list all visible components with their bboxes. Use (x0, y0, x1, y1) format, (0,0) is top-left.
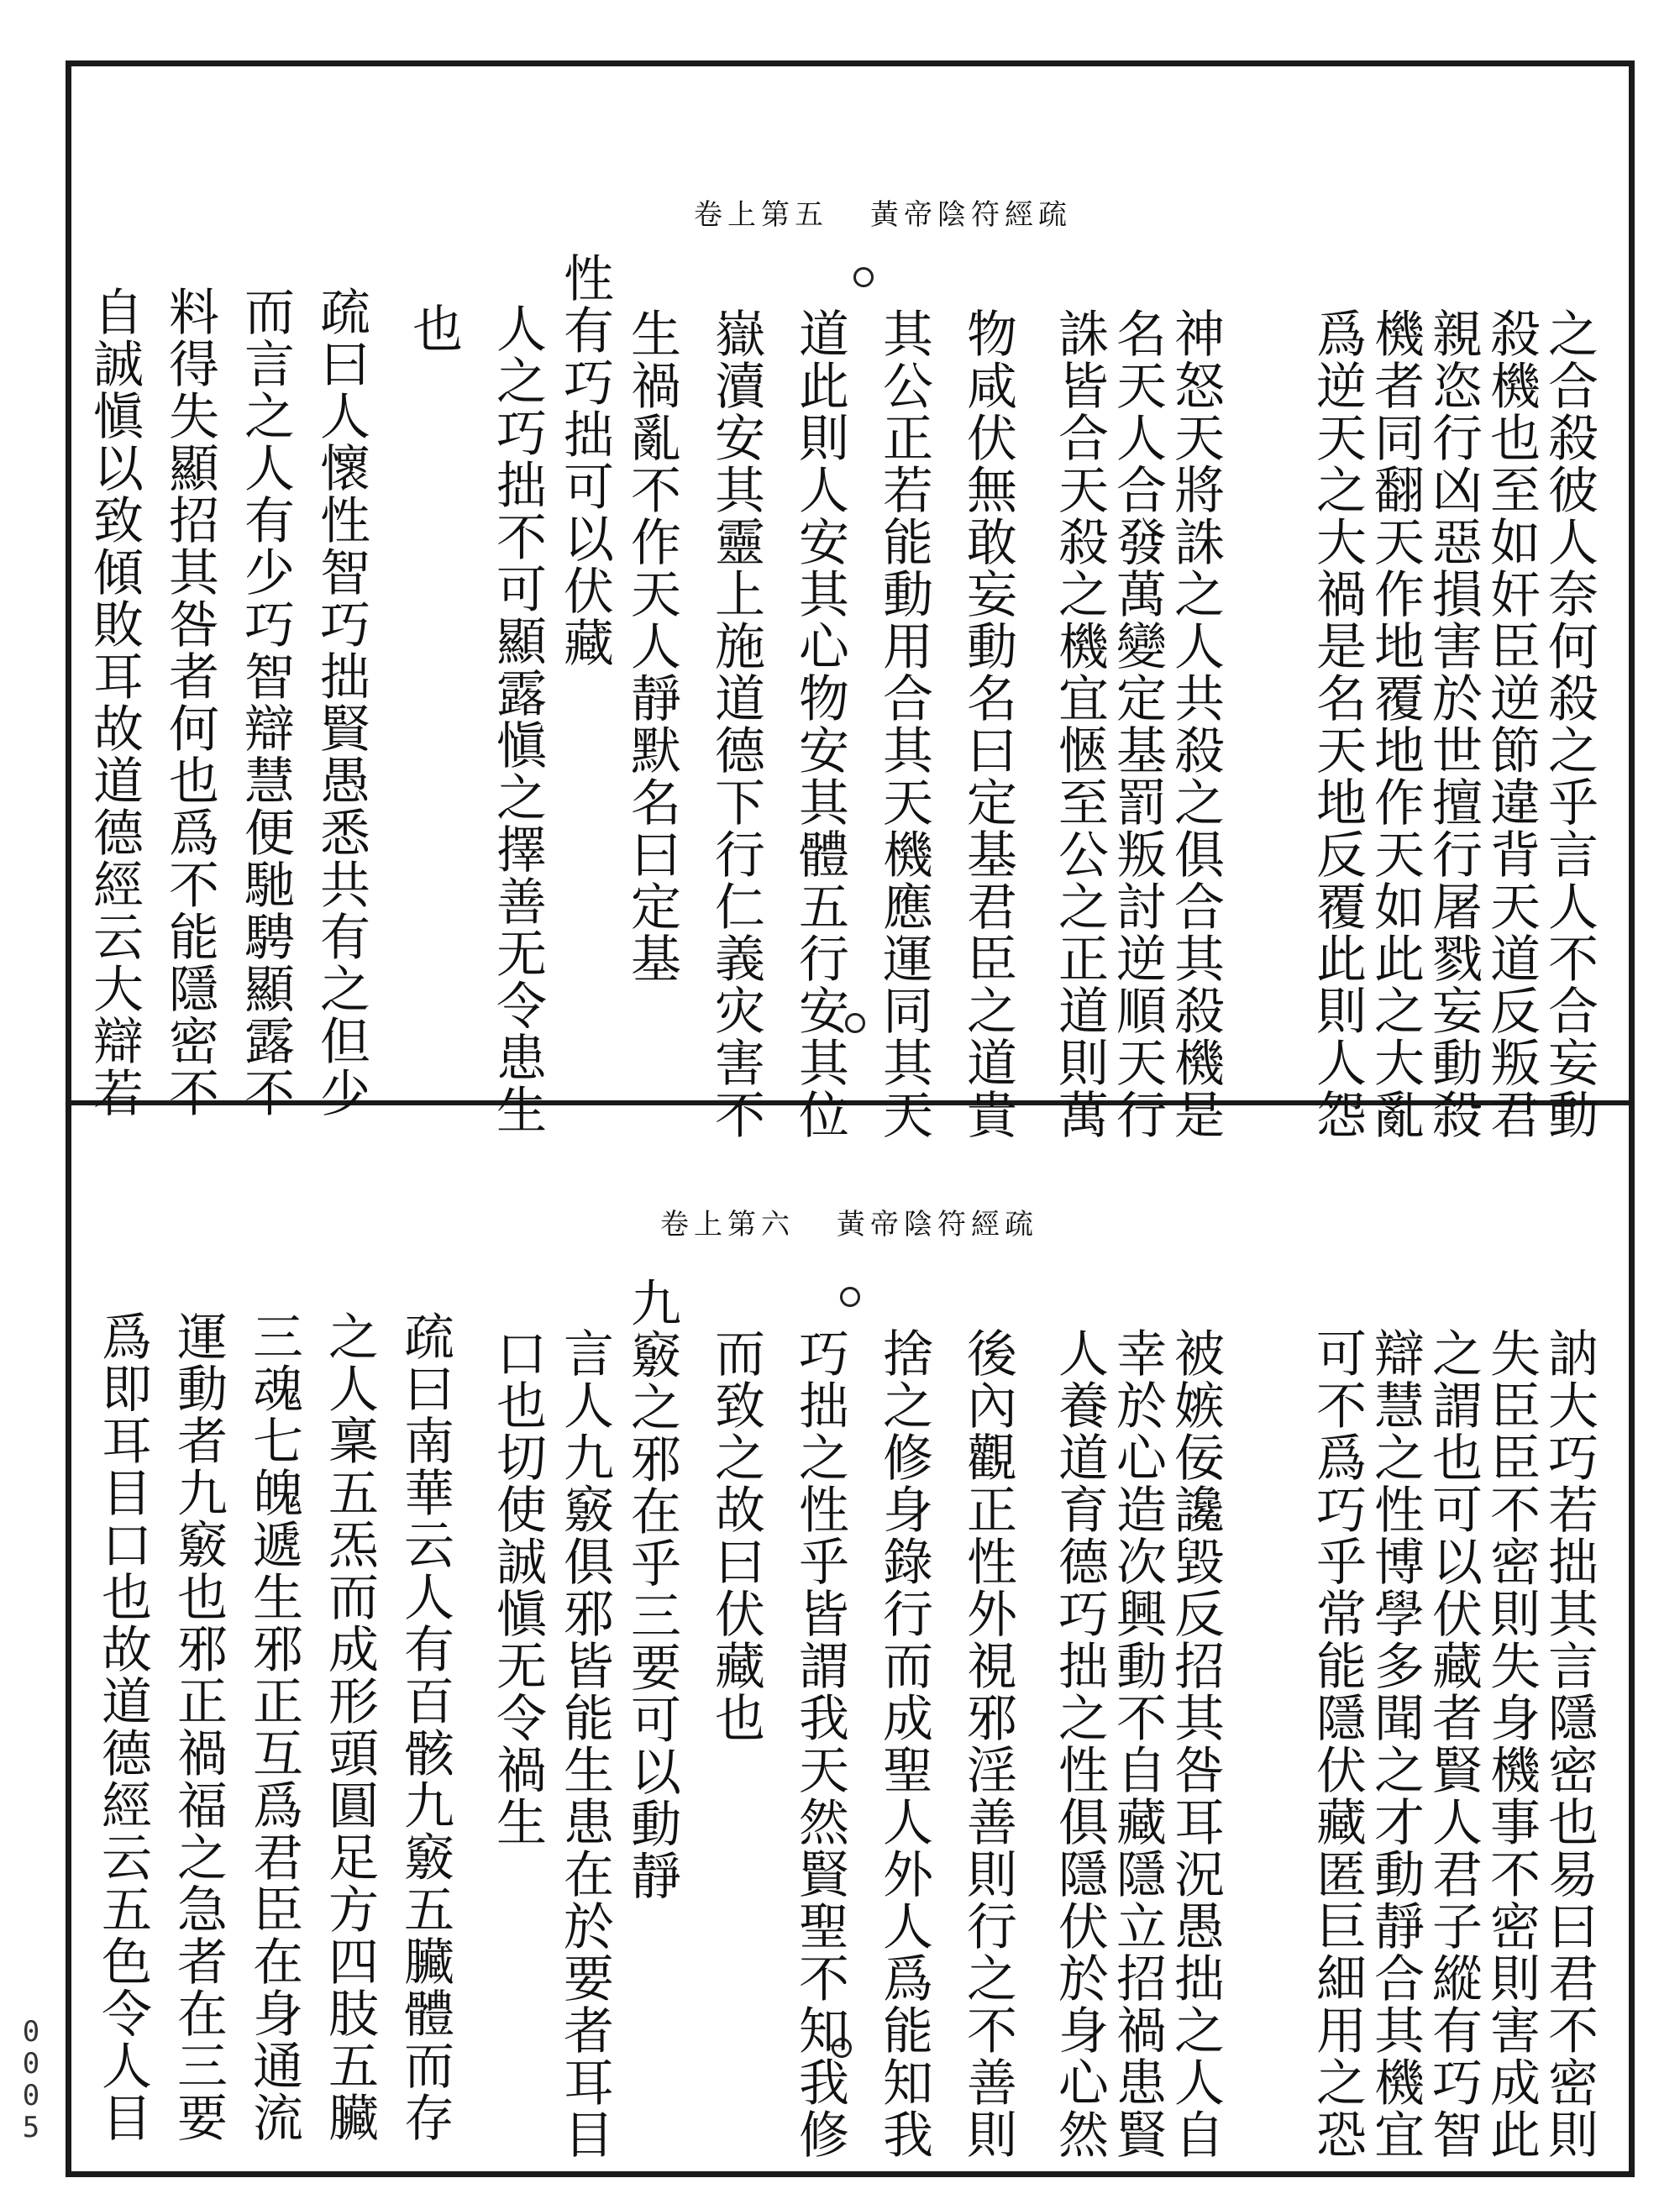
upper-column-7: 名天人合發萬變定基罰叛討逆順天行 (1108, 307, 1167, 1141)
page-number-digit: 5 (22, 2111, 40, 2144)
lower-column-14: 言人九竅俱邪皆能生患在於要者耳目 (555, 1327, 614, 2160)
lower-column-17: 之人稟五炁而成形頭圓足方四肢五臟 (320, 1310, 379, 2144)
lower-header-volume: 卷上第六 (660, 1208, 795, 1241)
page-number-digit: 0 (22, 2047, 40, 2081)
lower-column-15: 口也切使誠愼无令禍生 (488, 1327, 547, 1848)
upper-column-9: 物咸伏無敢妄動名曰定基君臣之道貴 (958, 307, 1017, 1141)
upper-column-19: 料得失顯招其咎者何也爲不能隱密不 (160, 286, 219, 1119)
lower-column-2: 失臣臣不密則失身機事不密則害成此 (1482, 1327, 1541, 2160)
lower-column-8: 人養道育德巧拙之性俱隱伏於身心然 (1050, 1327, 1109, 2160)
upper-column-4: 機者同翻天作地覆地作天如此之大亂 (1366, 307, 1425, 1141)
lower-header-title: 黃帝陰符經疏 (837, 1208, 1038, 1241)
lower-column-5: 可不爲巧乎常能隱伏藏匿巨細用之恐 (1308, 1327, 1367, 2160)
upper-column-13: 生禍亂不作天人靜默名曰定基 (622, 307, 681, 984)
lower-column-10: 捨之修身錄行而成聖人外人爲能知我 (874, 1327, 933, 2160)
upper-header-volume: 卷上第五 (694, 198, 828, 232)
lower-column-16: 疏曰南華云人有百骸九竅五臟體而存 (396, 1310, 454, 2144)
lower-column-7: 幸於心造次興動不自藏隱立招禍患賢 (1108, 1327, 1167, 2160)
upper-column-17: 疏曰人懷性智巧拙賢愚悉共有之但少 (312, 286, 370, 1119)
upper-header-title: 黃帝陰符經疏 (870, 198, 1072, 232)
upper-column-16: 也 (404, 302, 463, 354)
lower-column-11: 巧拙之性乎皆謂我天然賢聖不知我修 (790, 1327, 849, 2160)
lower-column-6: 被嫉佞讒毀反招其咎耳況愚拙之人自 (1166, 1327, 1225, 2160)
upper-column-11: 道此則人安其心物安其體五行安其位 (790, 307, 849, 1141)
lower-column-13: 九竅之邪在乎三要可以動靜 (622, 1277, 681, 1902)
lower-column-3: 之謂也可以伏藏者賢人君子縱有巧智 (1424, 1327, 1483, 2160)
upper-column-18: 而言之人有少巧智辯慧便馳騁顯露不 (236, 286, 295, 1119)
page-number-digit: 0 (22, 2079, 40, 2112)
upper-column-3: 親恣行凶惡損害於世擅行屠戮妄動殺 (1424, 307, 1483, 1141)
upper-column-14: 性有巧拙可以伏藏 (555, 252, 614, 669)
upper-column-6: 神怒天將誅之人共殺之俱合其殺機是 (1166, 307, 1225, 1141)
upper-column-15: 人之巧拙不可顯露愼之擇善无令患生 (488, 302, 547, 1136)
lower-column-19: 運動者九竅也邪正禍福之急者在三要 (169, 1310, 228, 2144)
upper-header (694, 192, 1072, 233)
upper-column-1: 之合殺彼人奈何殺之乎言人不合妄動 (1540, 307, 1599, 1141)
upper-column-8: 誅皆合天殺之機宜愜至公之正道則萬 (1050, 307, 1109, 1141)
lower-column-1: 訥大巧若拙其言隱密也易曰君不密則 (1540, 1327, 1599, 2160)
page-number (18, 2016, 44, 2144)
lower-column-9: 後內觀正性外視邪淫善則行之不善則 (958, 1327, 1017, 2160)
upper-circle-mark-1 (853, 267, 874, 287)
lower-column-18: 三魂七魄遞生邪正互爲君臣在身通流 (244, 1310, 303, 2144)
lower-column-12: 而致之故曰伏藏也 (706, 1327, 765, 1744)
upper-column-10: 其公正若能動用合其天機應運同其天 (874, 307, 933, 1141)
upper-column-2: 殺機也至如奸臣逆節違背天道反叛君 (1482, 307, 1541, 1141)
upper-column-12: 嶽瀆安其靈上施道德下行仁義灾害不 (706, 307, 765, 1141)
upper-column-20: 自誠愼以致傾敗耳故道德經云大辯若 (85, 286, 144, 1119)
lower-circle-mark-1 (840, 1287, 860, 1307)
lower-column-4: 辯慧之性博學多聞之才動靜合其機宜 (1366, 1327, 1425, 2160)
lower-header (660, 1201, 1038, 1242)
page-number-digit: 0 (22, 2015, 40, 2049)
lower-column-20: 爲即耳目口也故道德經云五色令人目 (93, 1310, 152, 2144)
upper-column-5: 爲逆天之大禍是名天地反覆此則人怨 (1308, 307, 1367, 1141)
